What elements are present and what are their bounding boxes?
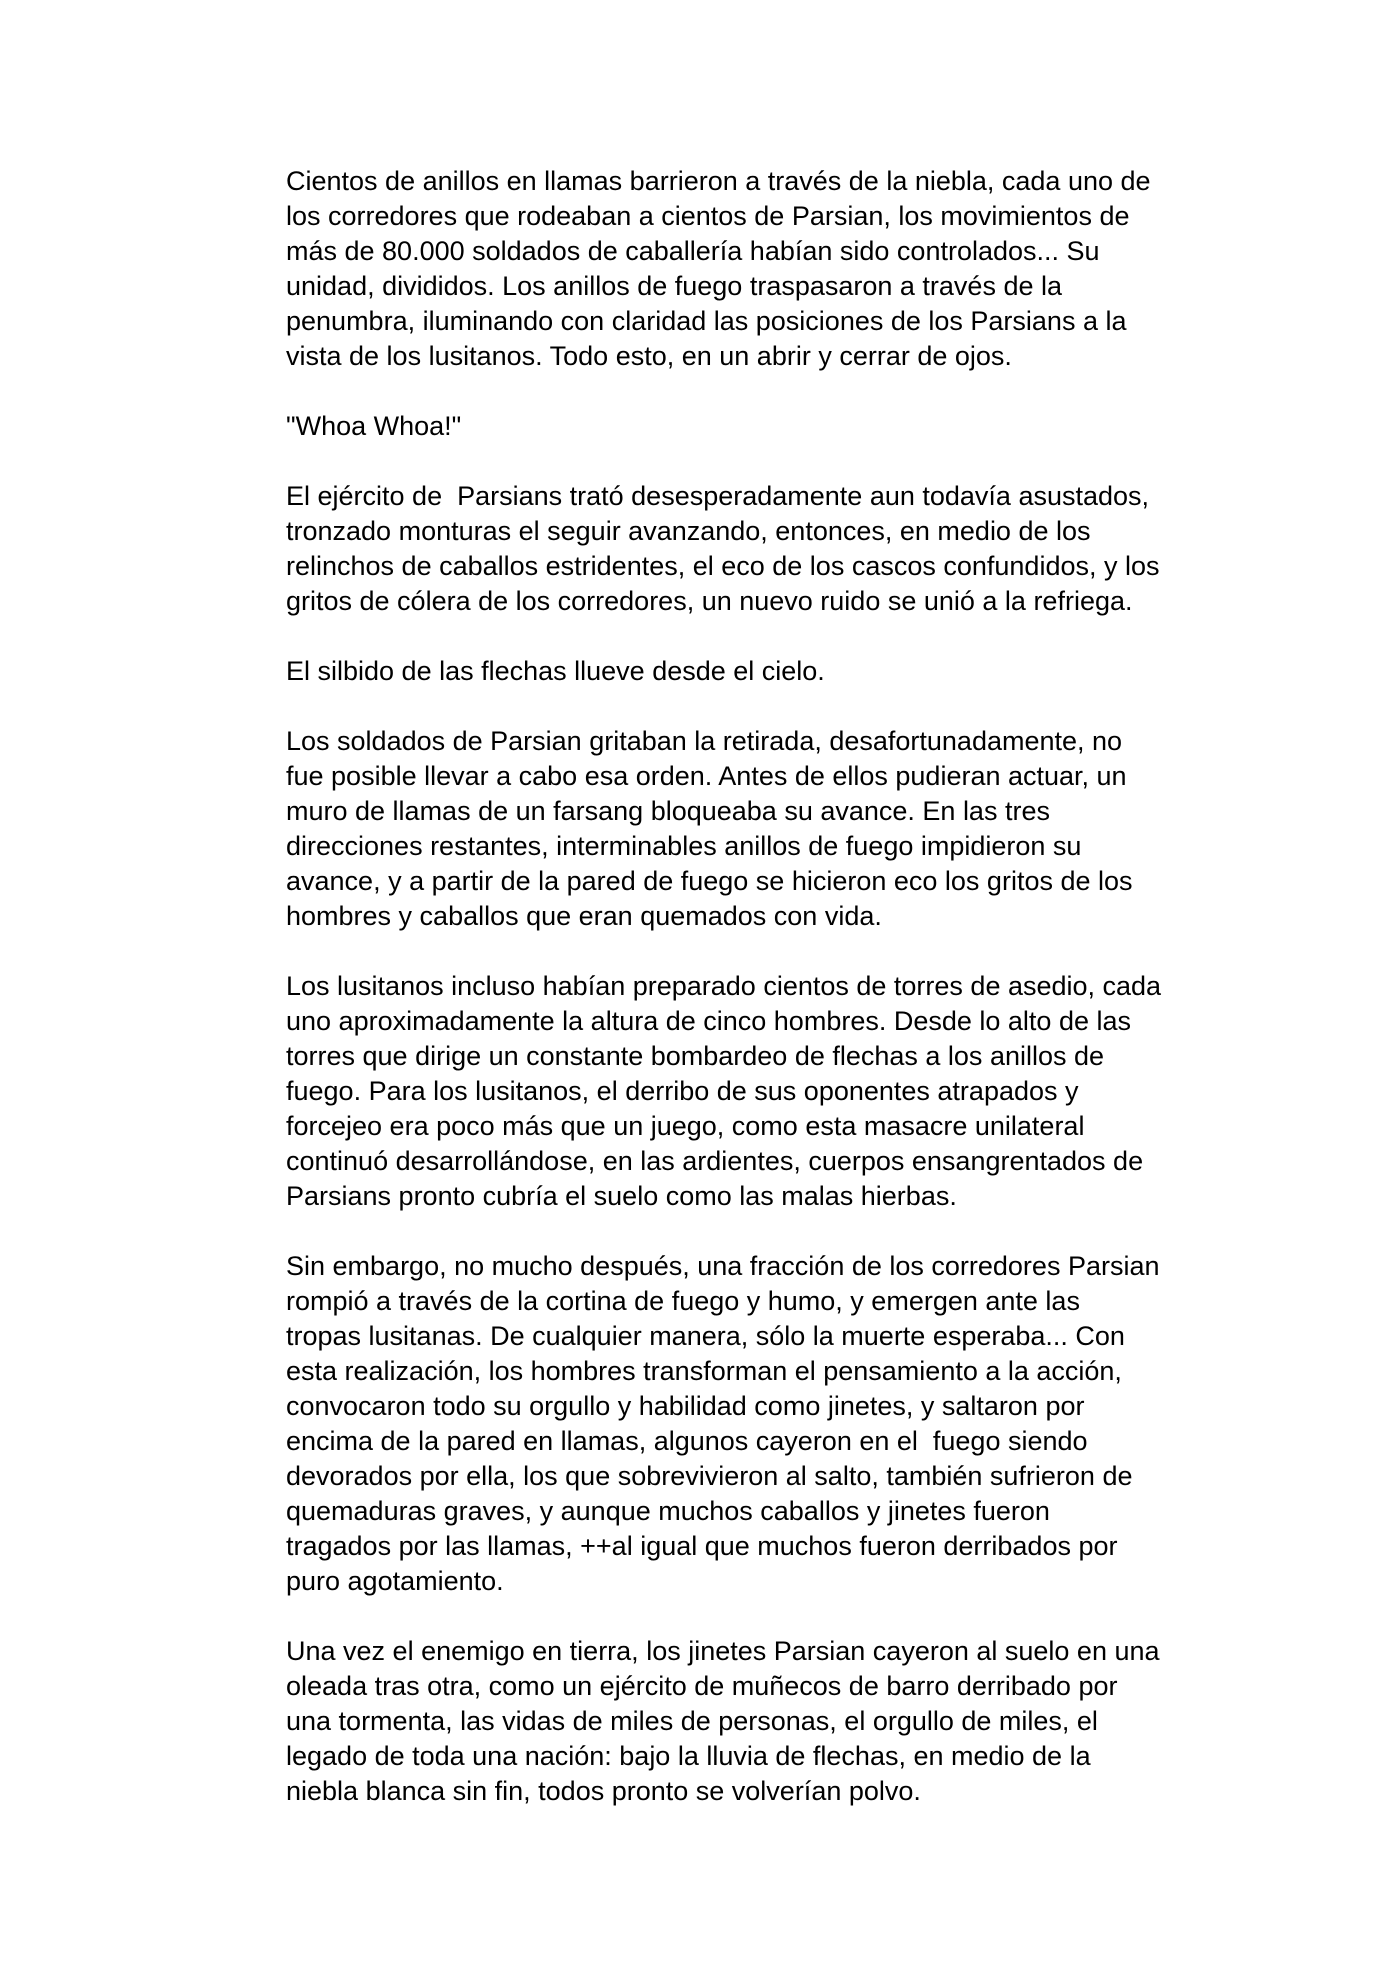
text-line: Sin embargo, no mucho después, una fracción de los corredores Parsian [286,1251,1160,1281]
text-line: tropas lusitanas. De cualquier manera, sólo la muerte esperaba... Con [286,1321,1125,1351]
paragraph [286,724,1216,934]
text-line: puro agotamiento. [286,1566,504,1596]
text-line: convocaron todo su orgullo y habilidad como jinetes, y saltaron por [286,1391,1085,1421]
body-text [286,164,1216,1844]
text-line: oleada tras otra, como un ejército de muñecos de barro derribado por [286,1671,1118,1701]
text-line: devorados por ella, los que sobrevivieron al salto, también sufrieron de [286,1461,1133,1491]
text-line: tragados por las llamas, ++al igual que muchos fueron derribados por [286,1531,1118,1561]
paragraph [286,479,1216,619]
text-line: torres que dirige un constante bombardeo de flechas a los anillos de [286,1041,1105,1071]
text-line: esta realización, los hombres transforman el pensamiento a la acción, [286,1356,1122,1386]
text-line: encima de la pared en llamas, algunos cayeron en el fuego siendo [286,1426,1088,1456]
paragraph [286,654,1216,689]
text-line: fue posible llevar a cabo esa orden. Antes de ellos pudieran actuar, un [286,761,1127,791]
paragraph [286,1249,1216,1599]
text-line: legado de toda una nación: bajo la lluvia de flechas, en medio de la [286,1741,1091,1771]
text-line: forcejeo era poco más que un juego, como esta masacre unilateral [286,1111,1085,1141]
text-line: direcciones restantes, interminables anillos de fuego impidieron su [286,831,1082,861]
paragraph [286,1634,1216,1809]
text-line: quemaduras graves, y aunque muchos caballos y jinetes fueron [286,1496,1050,1526]
text-line: Los lusitanos incluso habían preparado cientos de torres de asedio, cada [286,971,1162,1001]
text-line: fuego. Para los lusitanos, el derribo de sus oponentes atrapados y [286,1076,1079,1106]
text-line: Los soldados de Parsian gritaban la retirada, desafortunadamente, no [286,726,1123,756]
text-line: una tormenta, las vidas de miles de personas, el orgullo de miles, el [286,1706,1098,1736]
paragraph [286,164,1216,374]
text-line: hombres y caballos que eran quemados con vida. [286,901,882,931]
text-line: más de 80.000 soldados de caballería habían sido controlados... Su [286,236,1100,266]
text-line: Parsians pronto cubría el suelo como las malas hierbas. [286,1181,957,1211]
text-line: relinchos de caballos estridentes, el eco de los cascos confundidos, y los [286,551,1160,581]
text-line: penumbra, iluminando con claridad las posiciones de los Parsians a la [286,306,1127,336]
text-line: continuó desarrollándose, en las ardientes, cuerpos ensangrentados de [286,1146,1144,1176]
text-line: gritos de cólera de los corredores, un nuevo ruido se unió a la refriega. [286,586,1133,616]
text-line: vista de los lusitanos. Todo esto, en un abrir y cerrar de ojos. [286,341,1012,371]
text-line: Cientos de anillos en llamas barrieron a través de la niebla, cada uno de [286,166,1151,196]
text-line: uno aproximadamente la altura de cinco hombres. Desde lo alto de las [286,1006,1131,1036]
text-line: avance, y a partir de la pared de fuego se hicieron eco los gritos de los [286,866,1133,896]
text-line: rompió a través de la cortina de fuego y humo, y emergen ante las [286,1286,1080,1316]
text-line: los corredores que rodeaban a cientos de Parsian, los movimientos de [286,201,1130,231]
text-line: unidad, divididos. Los anillos de fuego traspasaron a través de la [286,271,1062,301]
text-line: tronzado monturas el seguir avanzando, entonces, en medio de los [286,516,1091,546]
text-line: "Whoa Whoa!" [286,411,462,441]
text-line: Una vez el enemigo en tierra, los jinetes Parsian cayeron al suelo en una [286,1636,1160,1666]
paragraph [286,409,1216,444]
text-line: El silbido de las flechas llueve desde el cielo. [286,656,825,686]
paragraph [286,969,1216,1214]
text-line: muro de llamas de un farsang bloqueaba su avance. En las tres [286,796,1050,826]
text-line: El ejército de Parsians trató desesperadamente aun todavía asustados, [286,481,1150,511]
text-line: niebla blanca sin fin, todos pronto se volverían polvo. [286,1776,921,1806]
